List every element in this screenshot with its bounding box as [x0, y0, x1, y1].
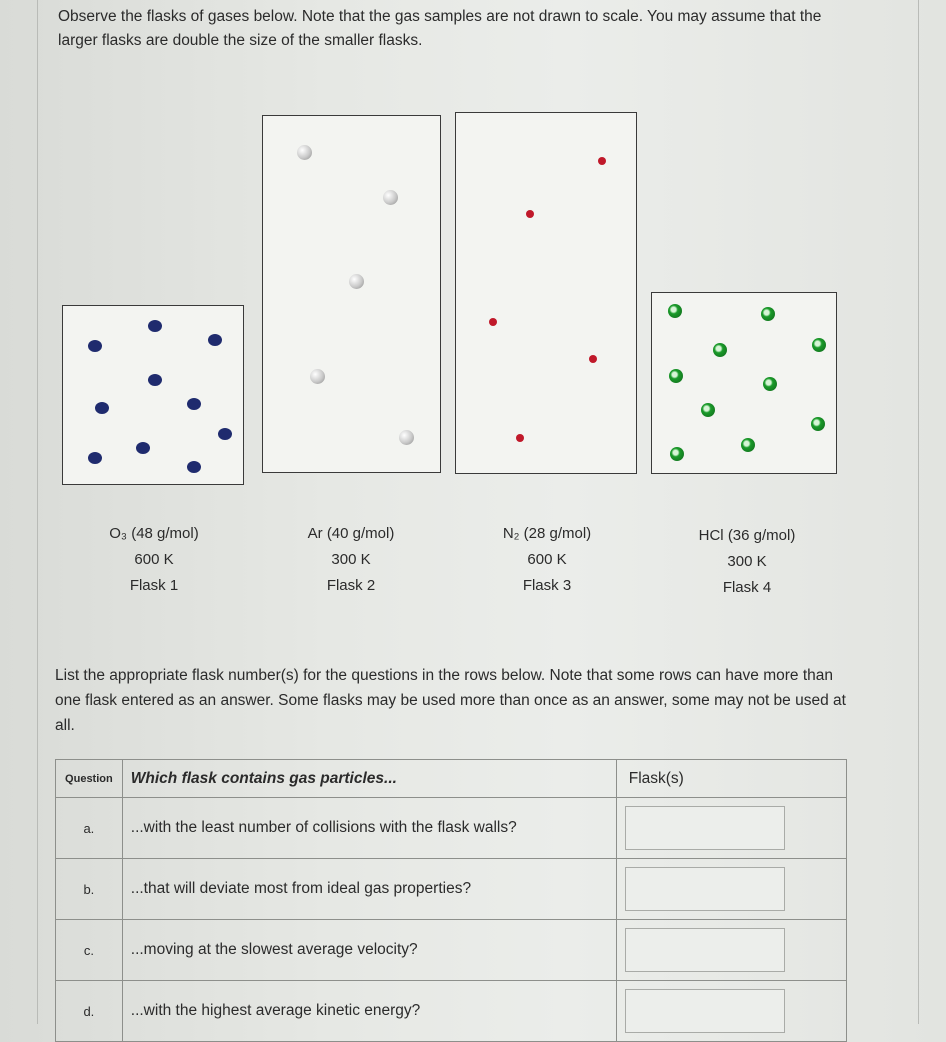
header-flasks — [616, 760, 846, 798]
answer-input-c[interactable] — [625, 928, 785, 972]
hcl-molecule — [763, 377, 777, 391]
o3-molecule — [148, 320, 162, 332]
row-letter: c. — [56, 920, 123, 981]
flask-3-box — [455, 112, 637, 474]
flask-2-box — [262, 115, 441, 473]
ar-atom — [297, 145, 312, 160]
o3-molecule — [88, 340, 102, 352]
o3-molecule — [208, 334, 222, 346]
header-question: Question — [56, 760, 123, 798]
flask-3-name: Flask 3 — [522, 577, 572, 594]
o3-molecule — [187, 398, 201, 410]
row-letter: d. — [56, 981, 123, 1042]
answer-input-a[interactable] — [625, 806, 785, 850]
n2-molecule — [516, 434, 524, 442]
flask-2-name: Flask 2 — [326, 577, 376, 594]
flask-4-temperature: 300 K — [727, 553, 767, 570]
ar-atom — [349, 274, 364, 289]
flask-3-molar-mass: (28 g/mol) — [523, 525, 592, 542]
hcl-molecule — [812, 338, 826, 352]
flask-2-label — [286, 522, 416, 597]
questions-table — [55, 759, 847, 1042]
hcl-molecule — [701, 403, 715, 417]
flask-1-temperature: 600 K — [134, 551, 174, 568]
row-letter: a. — [56, 798, 123, 859]
row-question: ...with the highest average kinetic energy? — [122, 981, 616, 1042]
flask-1-formula: O₃ — [109, 525, 128, 542]
ar-atom — [383, 190, 398, 205]
flask-1-molar-mass: (48 g/mol) — [131, 525, 199, 542]
n2-molecule — [598, 157, 606, 165]
o3-molecule — [218, 428, 232, 440]
flask-4-molar-mass: (36 g/mol) — [727, 527, 796, 544]
flask-3-formula: N₂ — [502, 525, 520, 542]
answer-cell — [616, 859, 846, 920]
n2-molecule — [489, 318, 497, 326]
flask-1-label — [89, 522, 219, 597]
n2-molecule — [526, 210, 534, 218]
flask-2-formula: Ar — [307, 525, 323, 542]
flask-1-name: Flask 1 — [129, 577, 179, 594]
flask-1-box — [62, 305, 244, 485]
hcl-molecule — [811, 417, 825, 431]
answer-cell — [616, 981, 846, 1042]
table-row — [56, 981, 847, 1042]
answer-cell — [616, 798, 846, 859]
hcl-molecule — [669, 369, 683, 383]
intro-text: Observe the flasks of gases below. Note that the gas samples are not drawn to scale. You may assume that the larger flasks are double the size of the smaller flasks. — [58, 8, 822, 49]
o3-molecule — [136, 442, 150, 454]
table-row — [56, 798, 847, 859]
hcl-molecule — [761, 307, 775, 321]
table-row — [56, 859, 847, 920]
answer-cell — [616, 920, 846, 981]
flask-3-label — [482, 522, 612, 597]
header-flasks-label: Flask(s) — [628, 769, 684, 787]
answer-input-b[interactable] — [625, 867, 785, 911]
table-header-row — [56, 760, 847, 798]
flask-2-molar-mass: (40 g/mol) — [326, 525, 395, 542]
instructions-text: List the appropriate flask number(s) for the questions in the rows below. Note that some rows can have more than one flask entered as an answer. Some flasks may be used more than once as an answer, some may not be used at all. — [55, 667, 846, 734]
n2-molecule — [589, 355, 597, 363]
flask-4-box — [651, 292, 837, 474]
hcl-molecule — [713, 343, 727, 357]
flask-2-temperature: 300 K — [331, 551, 371, 568]
ar-atom — [310, 369, 325, 384]
row-letter: b. — [56, 859, 123, 920]
row-question: ...with the least number of collisions with the flask walls? — [122, 798, 616, 859]
flask-3-temperature: 600 K — [527, 551, 567, 568]
row-question: ...moving at the slowest average velocity? — [122, 920, 616, 981]
flask-4-formula: HCl — [698, 527, 724, 544]
hcl-molecule — [670, 447, 684, 461]
hcl-molecule — [741, 438, 755, 452]
o3-molecule — [88, 452, 102, 464]
flask-4-label — [682, 524, 812, 599]
hcl-molecule — [668, 304, 682, 318]
row-question: ...that will deviate most from ideal gas properties? — [122, 859, 616, 920]
header-prompt: Which flask contains gas particles... — [122, 760, 616, 798]
o3-molecule — [95, 402, 109, 414]
ar-atom — [399, 430, 414, 445]
table-row — [56, 920, 847, 981]
page-right-edge — [918, 0, 919, 1024]
answer-input-d[interactable] — [625, 989, 785, 1033]
page-left-edge — [37, 0, 38, 1024]
o3-molecule — [187, 461, 201, 473]
flask-4-name: Flask 4 — [722, 579, 772, 596]
o3-molecule — [148, 374, 162, 386]
